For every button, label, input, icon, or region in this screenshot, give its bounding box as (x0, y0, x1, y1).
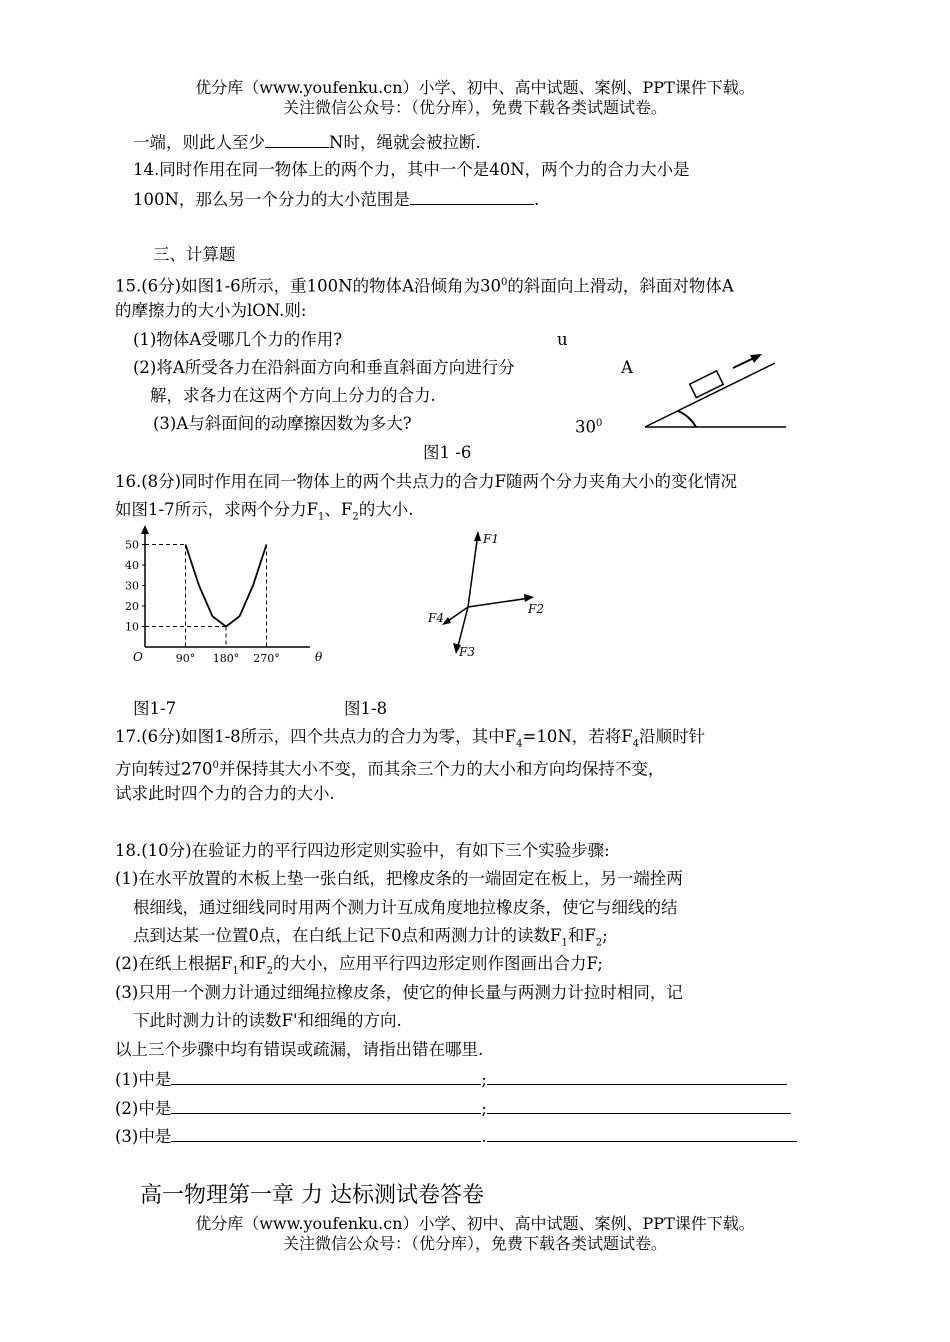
q15-sub-2a: (2)将A所受各力在沿斜面方向和垂直斜面方向进行分 (133, 358, 515, 377)
q17-text-b: =10N，若将F (522, 727, 633, 746)
q16-sub-2: 2 (352, 511, 359, 523)
figure-1-6 (640, 348, 800, 433)
q15-sub-2b: 解，求各力在这两个方向上分力的合力. (150, 386, 436, 405)
fig18-caption: 图1-8 (344, 699, 388, 718)
chart-y-tick-label: 30 (125, 579, 139, 593)
fig16-caption: 图1 -6 (423, 443, 472, 462)
q18-answer-3-sep: . (481, 1127, 487, 1146)
chart-x-tick-label: 270° (253, 652, 280, 665)
fig16-angle-sup: 0 (596, 418, 603, 429)
fig18-label-f2: F2 (528, 602, 544, 616)
fig18-label-f4: F4 (428, 611, 444, 625)
q13-tail (133, 131, 481, 153)
q18-step-1c-text: 点到达某一位置0点，在白纸上记下0点和两测力计的读数F (133, 926, 562, 945)
q18-step-1a: (1)在水平放置的木板上垫一张白纸，把橡皮条的一端固定在板上，另一端拴两 (115, 869, 683, 888)
q18-answer-2-blank-b[interactable] (487, 1097, 791, 1114)
q18-step-2 (115, 954, 603, 981)
q13-text: 一端，则此人至少 (133, 133, 265, 152)
q18-ask: 以上三个步骤中均有错误或疏漏，请指出错在哪里. (115, 1040, 484, 1059)
q17-text-c: 沿顺时针 (639, 727, 706, 746)
q15-line-1 (115, 273, 734, 297)
q17-text-d: 方向转过270 (115, 759, 213, 779)
q18-step-1c-sub2: 2 (595, 937, 603, 949)
q18-step-1b: 根细线，通过细线同时用两个测力计互成角度地拉橡皮条，使它与细线的结 (133, 898, 678, 917)
q18-step-2-end: 的大小，应用平行四边形定则作图画出合力F; (273, 954, 603, 973)
q14-line-2 (133, 188, 539, 210)
q18-answer-2-label: (2)中是 (115, 1099, 172, 1118)
fig18-f1-arrowhead (474, 531, 481, 541)
fig16-arrow-head (750, 354, 762, 363)
q18-answer-2-sep: ; (481, 1099, 487, 1118)
q15-text-a: 15.(6分)如图1-6所示，重100N的物体A沿倾角为30 (115, 276, 502, 296)
q18-answer-1 (115, 1068, 787, 1090)
q18-intro: 18.(10分)在验证力的平行四边形定则实验中，有如下三个实验步骤: (115, 841, 610, 860)
q16-line-1: 16.(8分)同时作用在同一物体上的两个共点力的合力F随两个分力夹角大小的变化情况 (115, 472, 738, 491)
chart-x-tick-label: 180° (212, 652, 240, 665)
chart-y-tick-label: 10 (125, 620, 139, 634)
fig16-incline-line (645, 363, 775, 427)
q17-text-e: 并保持其大小不变，而其余三个力的大小和方向均保持不变， (218, 759, 665, 779)
q18-answer-3-blank-b[interactable] (487, 1125, 797, 1142)
q15-sup: 0 (501, 277, 508, 288)
fig18-f2-arrowhead (524, 594, 534, 602)
q18-answer-2-blank-a[interactable] (171, 1097, 481, 1114)
q13-text-end: N时，绳就会被拉断. (329, 133, 481, 152)
q16-text-b: 的大小. (358, 500, 414, 519)
section-3-heading: 三、计算题 (153, 245, 236, 264)
q17-line-2 (115, 756, 664, 780)
q18-step-3a: (3)只用一个测力计通过细绳拉橡皮条，使它的伸长量与两测力计拉时相同，记 (115, 983, 683, 1002)
q18-step-1c-sub1: 1 (561, 937, 568, 949)
header-line-2: 关注微信公众号：（优分库），免费下载各类试题试卷。 (282, 98, 667, 117)
chart-origin-label: O (133, 650, 143, 664)
fig16-angle-label (575, 414, 602, 438)
chart-y-tick-label: 20 (125, 600, 139, 613)
q14-text: 100N，那么另一个分力的大小范围是 (133, 190, 410, 209)
fig18-f2-line (468, 598, 530, 607)
fig18-label-f3: F3 (459, 645, 475, 659)
chart-y-tick-label: 50 (125, 538, 139, 552)
q17-sub-1: 4 (516, 738, 523, 750)
q17-sup: 0 (212, 760, 219, 771)
q18-answer-1-blank-b[interactable] (487, 1068, 787, 1085)
q18-step-3b: 下此时测力计的读数F'和细绳的方向. (133, 1011, 402, 1030)
q14-answer-blank[interactable] (410, 188, 534, 205)
q15-sub-3: (3)A与斜面间的动摩擦因数为多大? (153, 414, 412, 433)
q18-answer-3-label: (3)中是 (115, 1127, 172, 1146)
fig16-angle-value: 30 (575, 417, 596, 437)
q15-line-2: 的摩擦力的大小为lON.则: (115, 301, 307, 320)
q18-answer-2 (115, 1097, 791, 1119)
q13-answer-blank[interactable] (265, 131, 329, 148)
chart-x-axis-label: θ (315, 650, 323, 664)
q14-end: . (533, 190, 540, 209)
fig16-block (690, 371, 724, 398)
q18-step-2-sub2: 2 (266, 965, 274, 977)
q16-text-a: 如图1-7所示，求两个分力F (115, 500, 319, 519)
q18-answer-1-sep: ; (481, 1070, 487, 1089)
q16-text-mid: 、F (324, 500, 353, 519)
q18-step-1c-mid: 和F (567, 926, 596, 945)
fig17-caption: 图1-7 (133, 699, 177, 718)
q17-text-a: 17.(6分)如图1-8所示，四个共点力的合力为零，其中F (115, 727, 517, 746)
fig18-label-f1: F1 (483, 532, 499, 546)
q16-line-2 (115, 500, 413, 527)
chart-series-line (186, 545, 267, 627)
q18-answer-1-blank-a[interactable] (171, 1068, 481, 1085)
chart-y-tick-label: 40 (125, 559, 139, 572)
answer-sheet-title: 高一物理第一章 力 达标测试卷答卷 (140, 1183, 484, 1208)
figure-1-8 (420, 525, 560, 665)
q18-answer-3-blank-a[interactable] (171, 1125, 481, 1142)
fig16-angle-arc (678, 411, 696, 427)
footer-line-1: 优分库（www.youfenku.cn）小学、初中、高中试题、案例、PPT课件下载。 (195, 1214, 755, 1233)
fig18-f1-line (468, 533, 478, 607)
footer-line-2: 关注微信公众号：（优分库），免费下载各类试题试卷。 (282, 1234, 667, 1253)
figure-1-7-chart (115, 525, 325, 670)
q17-line-1 (115, 727, 705, 754)
q18-step-1c-end: ; (602, 926, 608, 945)
q15-text-b: 的斜面向上滑动，斜面对物体A (507, 276, 734, 296)
fig16-label-u: u (557, 330, 568, 349)
q18-step-2-mid: 和F (238, 954, 267, 973)
chart-y-axis-arrow (141, 525, 149, 534)
q15-sub-1: (1)物体A受哪几个力的作用? (133, 330, 343, 349)
q18-step-2-sub1: 1 (232, 965, 239, 977)
header-line-1: 优分库（www.youfenku.cn）小学、初中、高中试题、案例、PPT课件下载。 (195, 78, 755, 97)
q14-line-1: 14.同时作用在同一物体上的两个力，其中一个是40N，两个力的合力大小是 (133, 160, 690, 179)
chart-x-tick-label: 90° (175, 652, 196, 665)
q16-sub-1: 1 (318, 511, 325, 523)
q17-sub-2: 4 (632, 738, 640, 750)
q18-step-2-text: (2)在纸上根据F (115, 954, 233, 973)
q18-answer-1-label: (1)中是 (115, 1070, 172, 1089)
q18-step-1c (133, 926, 608, 953)
fig16-label-a: A (621, 358, 633, 377)
q18-answer-3 (115, 1125, 797, 1147)
q17-line-3: 试求此时四个力的合力的大小. (115, 784, 335, 803)
